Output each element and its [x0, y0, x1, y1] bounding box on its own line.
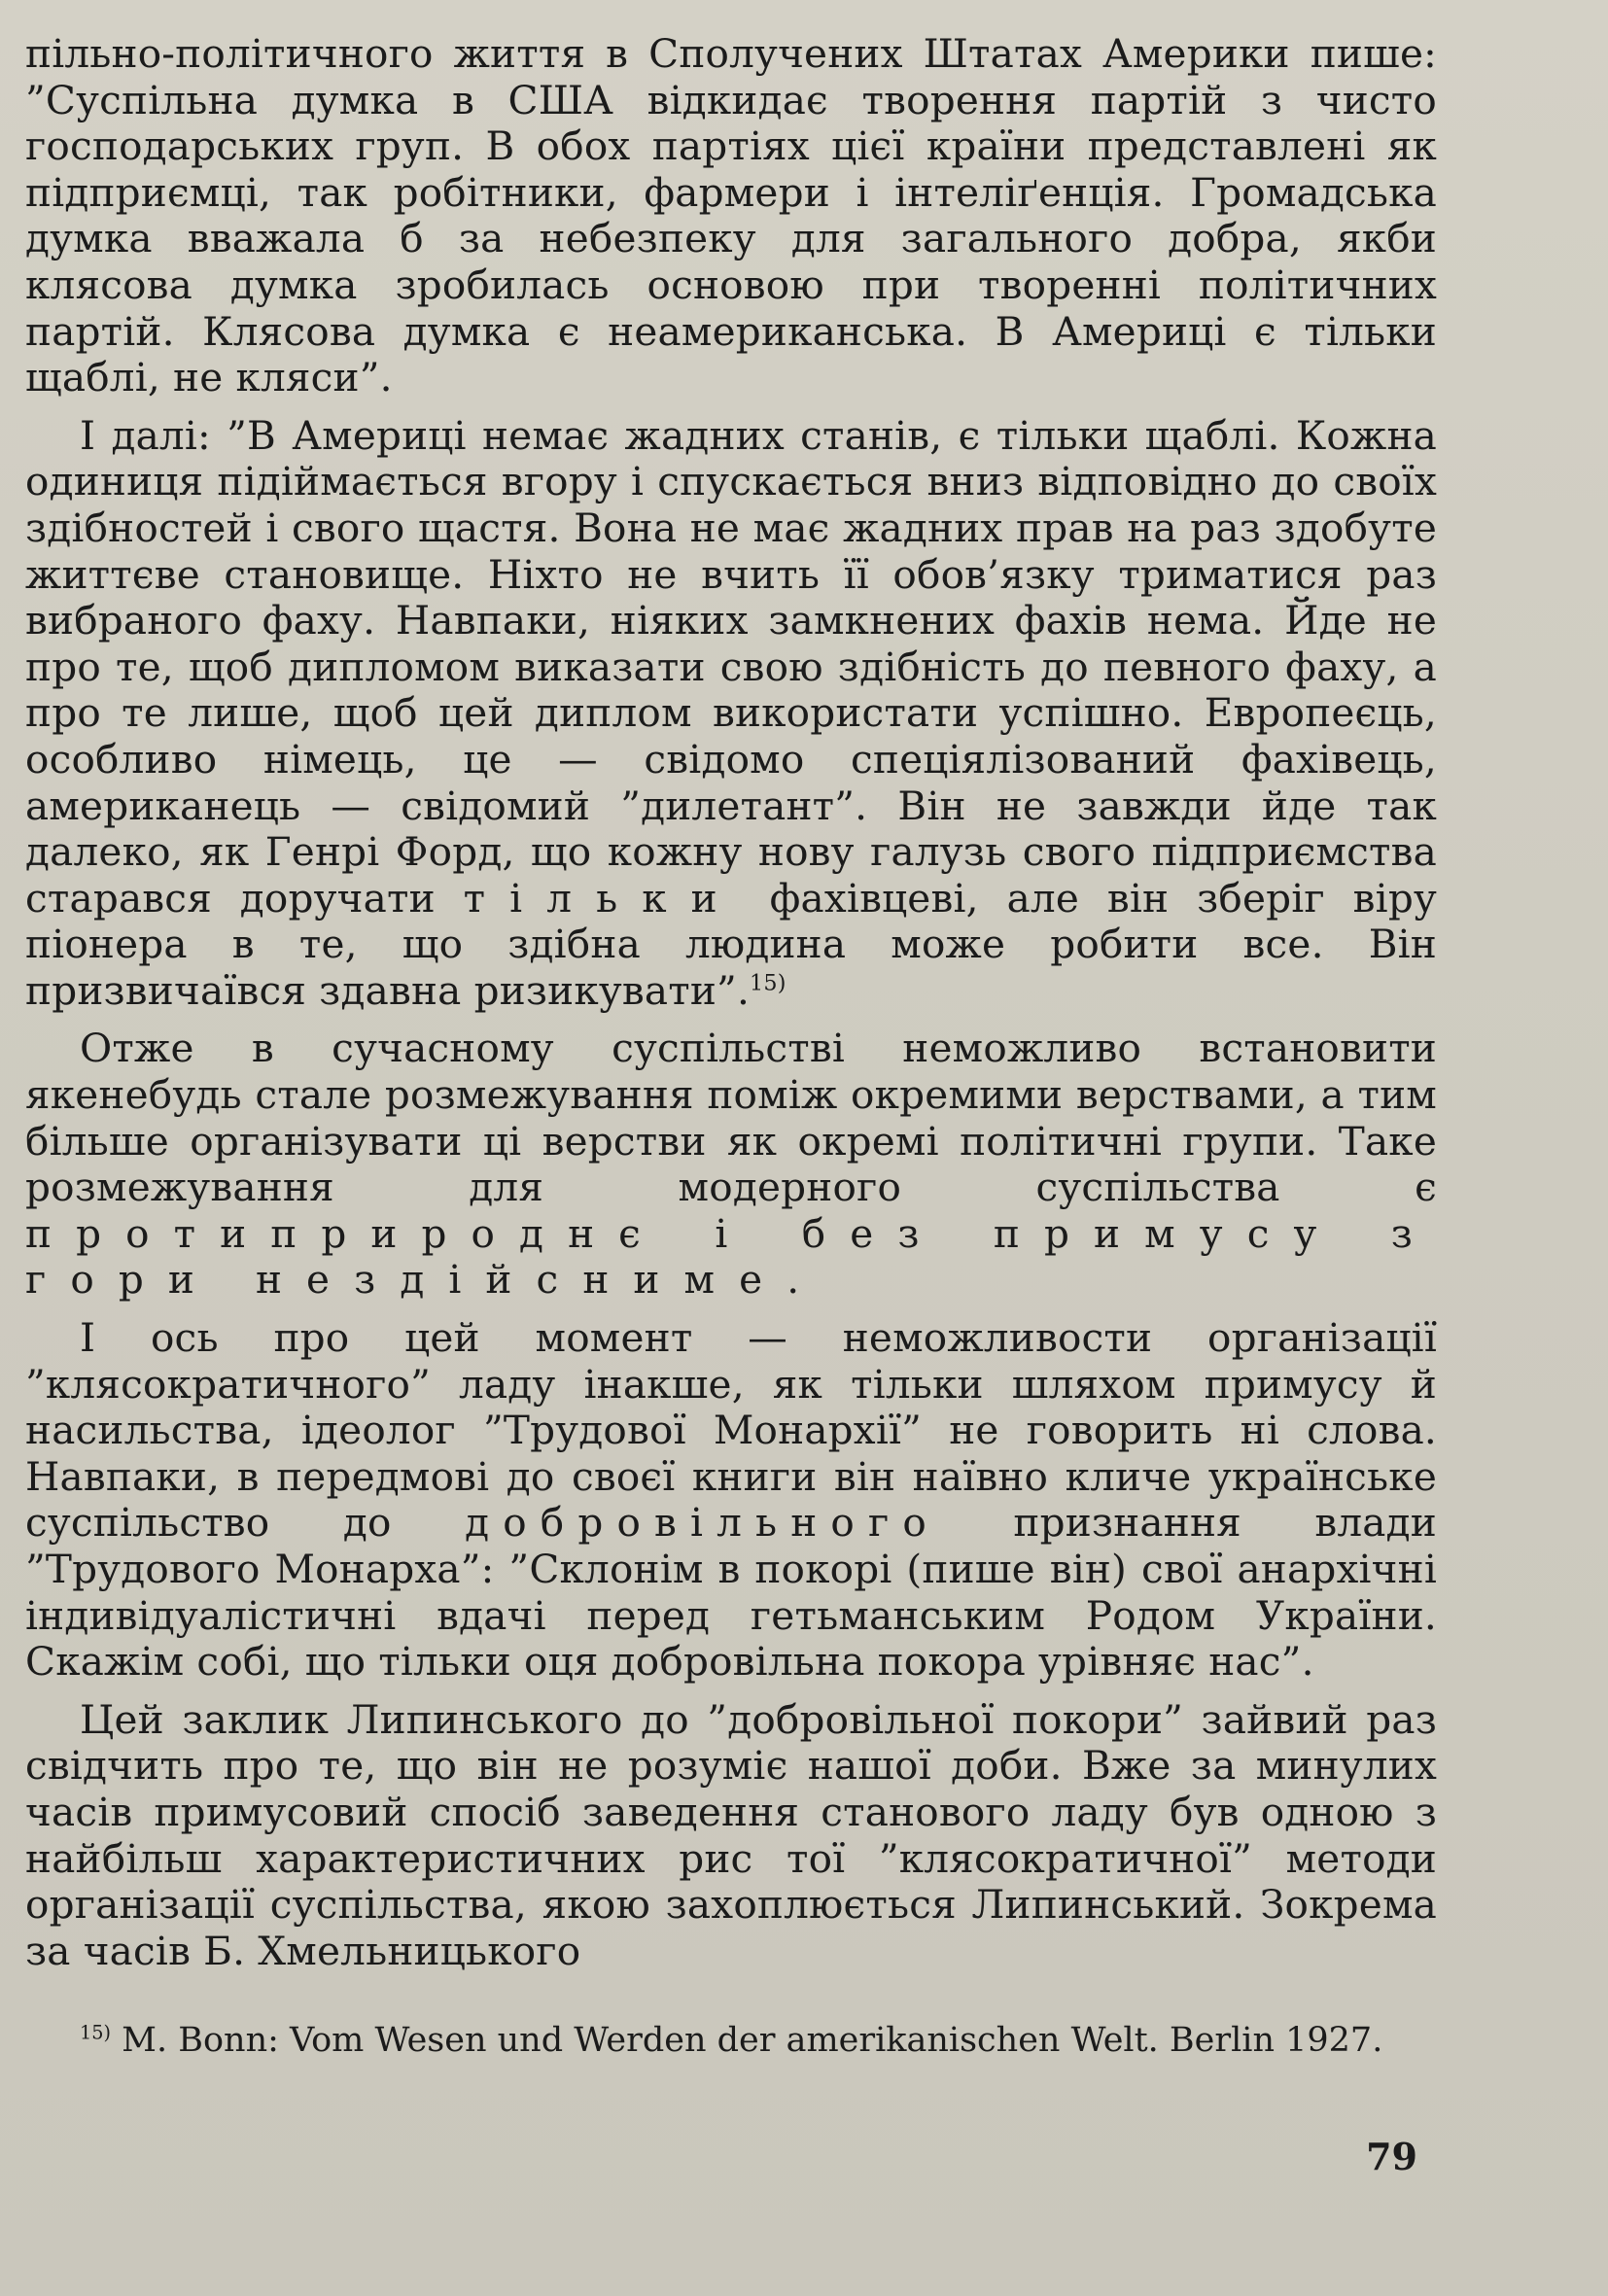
- footnote-reference: 15): [750, 970, 787, 996]
- paragraph: [25, 1026, 1437, 1304]
- emphasized-text: протиприроднє і без примусу з гори нездійсниме: [25, 1209, 1437, 1304]
- body-text: [25, 31, 1437, 1974]
- paragraph-text: .: [787, 1256, 800, 1304]
- paragraph: [25, 1315, 1437, 1686]
- footnote-text: M. Bonn: Vom Wesen und Werden der amerikanischen Welt. Berlin 1927.: [111, 2021, 1383, 2061]
- emphasized-text: тільки: [463, 874, 742, 922]
- footnote: [25, 2021, 1437, 2060]
- paragraph-text: Цей заклик Липинського до ”добровільної покори” зайвий раз свідчить про те, що він не розуміє нашої доби. Вже за минулих часів примусовий спосіб заведення станового ладу був одною з найбільш характеристичних рис тої ”клясократичної” методи організації суспільства, якою захоплюється Липинський. Зокрема за часів Б. Хмельницького: [25, 1695, 1437, 1974]
- paragraph: [25, 1697, 1437, 1975]
- paragraph-text: І далі: ”В Америці немає жадних станів, є тільки щаблі. Кожна одиниця підіймається вгору і спускається вниз відповідно до своїх здібностей і свого щастя. Вона не має жадних прав на раз здобуте життєве становище. Ніхто не вчить її обов’язку триматися раз вибраного фаху. Навпаки, ніяких замкнених фахів нема. Йде не про те, щоб дипломом виказати свою здібність до певного фаху, а про те лише, щоб цей диплом використати успішно. Европеєць, особливо німець, це — свідомо спеціялізований фахівець, американець — свідомий ”дилетант”. Він не завжди йде так далеко, як Генрі Форд, що кожну нову галузь свого підприємства старався доручати: [25, 411, 1437, 922]
- footnote-marker: 15): [80, 2021, 112, 2044]
- paragraph: [25, 31, 1437, 401]
- paragraph-text: Отже в сучасному суспільстві неможливо встановити якенебудь стале розмежування поміж окремими верствами, а тим більше організувати ці верстви як окремі політичні групи. Таке розмежування для модерного суспільства є: [25, 1025, 1437, 1211]
- paragraph-text: признання влади ”Трудового Монарха”: ”Склонім в покорі (пише він) свої анархічні індивідуалістичні вдачі перед гетьманським Родом України. Скажім собі, що тільки оця добровільна покора урівняє нас”.: [25, 1499, 1437, 1686]
- paragraph-text: пільно-політичного життя в Сполучених Штатах Америки пише: ”Суспільна думка в США відкидає творення партій з чисто господарських груп. В обох партіях цієї країни представлені як підприємці, так робітники, фармери і інтеліґенція. Громадська думка вважала б за небезпеку для загального добра, якби клясова думка зробилась основою при творенні політичних партій. Клясова думка є неамериканська. В Америці є тільки щаблі, не кляси”.: [25, 30, 1437, 401]
- paragraph-text: І ось про цей момент — неможливости організації ”клясократичного” ладу інакше, як тільки шляхом примусу й насильства, ідеолог ”Трудової Монархії” не говорить ні слова. Навпаки, в передмові до своєї книги він наївно кличе українське суспільство до: [25, 1314, 1437, 1547]
- paragraph-text: фахівцеві, але він зберіг віру піонера в те, що здібна людина може робити все. Він призвичаївся здавна ризикувати”.: [25, 874, 1437, 1014]
- paragraph: [25, 413, 1437, 1015]
- emphasized-text: добровільного: [465, 1499, 940, 1547]
- page-number: 79: [1366, 2135, 1417, 2178]
